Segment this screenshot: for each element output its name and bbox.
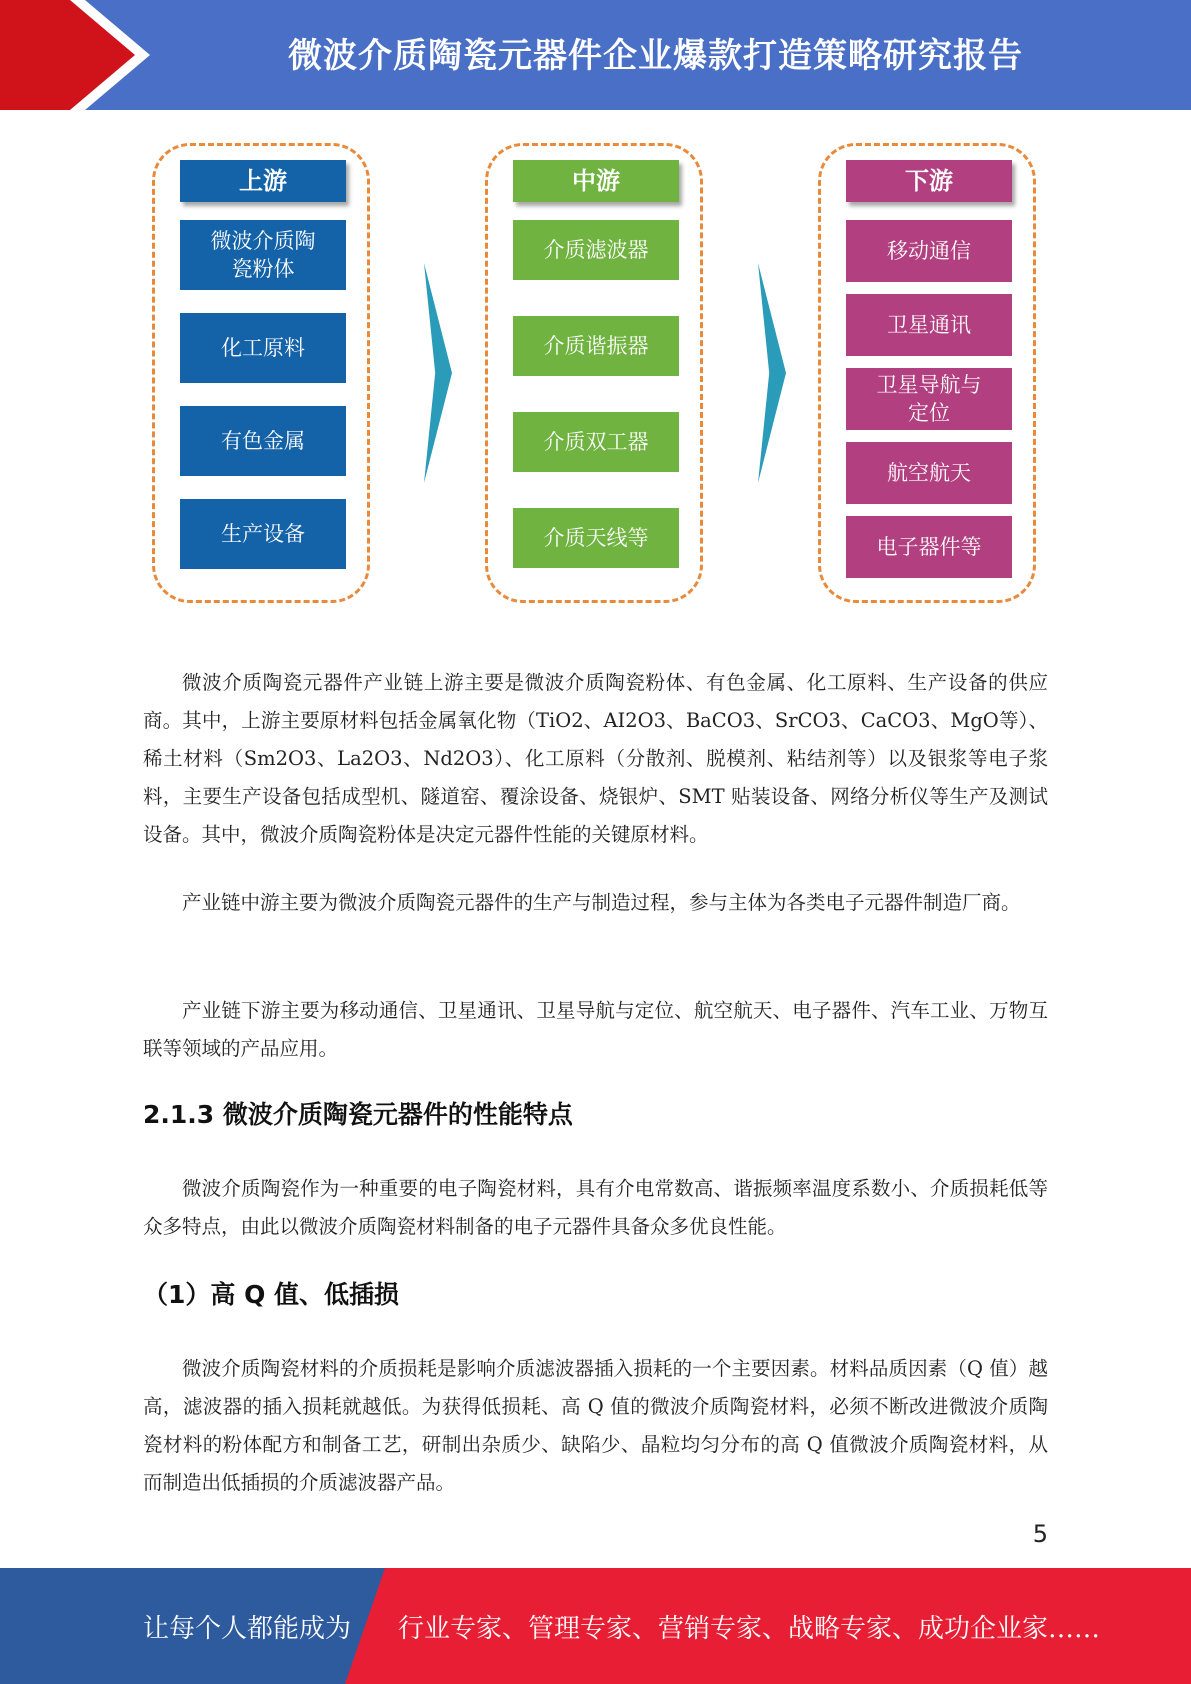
downstream-item: 移动通信	[846, 220, 1012, 282]
paragraph-upstream: 微波介质陶瓷元器件产业链上游主要是微波介质陶瓷粉体、有色金属、化工原料、生产设备的供应商。其中，上游主要原材料包括金属氧化物（TiO2、AI2O3、BaCO3、SrCO3、CaCO3、MgO等）、稀土材料（Sm2O3、La2O3、Nd2O3）、化工原料（分散剂、脱模剂、粘结剂等）以及银浆等电子浆料，主要生产设备包括成型机、隧道窑、覆涂设备、烧银炉、SMT 贴装设备、网络分析仪等生产及测试设备。其中，微波介质陶瓷粉体是决定元器件性能的关键原材料。	[143, 671, 1048, 846]
flow-arrow-icon	[424, 263, 452, 483]
report-title: 微波介质陶瓷元器件企业爆款打造策略研究报告	[288, 36, 1023, 76]
subsection-heading: （1）高 Q 值、低插损	[143, 1280, 400, 1309]
page-footer	[0, 1568, 1191, 1684]
upstream-stage	[152, 143, 370, 603]
flow-arrow-icon	[758, 263, 786, 483]
paragraph-high-q: 微波介质陶瓷材料的介质损耗是影响介质滤波器插入损耗的一个主要因素。材料品质因素（Q 值）越高，滤波器的插入损耗就越低。为获得低损耗、高 Q 值的微波介质陶瓷材料，必须不断改进微波介质陶瓷材料的粉体配方和制备工艺，研制出杂质少、缺陷少、晶粒均匀分布的高 Q 值微波介质陶瓷材料，从而制造出低插损的介质滤波器产品。	[143, 1357, 1048, 1494]
section-heading: 2.1.3 微波介质陶瓷元器件的性能特点	[143, 1100, 573, 1129]
midstream-stage	[485, 143, 703, 603]
footer-slogan-right: 行业专家、管理专家、营销专家、战略专家、成功企业家……	[398, 1614, 1101, 1644]
paragraph-downstream: 产业链下游主要为移动通信、卫星通讯、卫星导航与定位、航空航天、电子器件、汽车工业、万物互联等领域的产品应用。	[143, 999, 1048, 1060]
midstream-item: 介质谐振器	[513, 316, 679, 376]
upstream-item: 微波介质陶瓷粉体	[180, 220, 346, 290]
downstream-item: 卫星导航与定位	[846, 368, 1012, 430]
page-number: 5	[1032, 1520, 1048, 1548]
page-header	[0, 0, 1191, 110]
paragraph-characteristics: 微波介质陶瓷作为一种重要的电子陶瓷材料，具有介电常数高、谐振频率温度系数小、介质损耗低等众多特点，由此以微波介质陶瓷材料制备的电子元器件具备众多优良性能。	[143, 1177, 1048, 1238]
upstream-title: 上游	[180, 160, 346, 202]
downstream-title: 下游	[846, 160, 1012, 202]
upstream-item: 生产设备	[180, 499, 346, 569]
paragraph-midstream: 产业链中游主要为微波介质陶瓷元器件的生产与制造过程，参与主体为各类电子元器件制造厂商。	[182, 891, 1021, 914]
header-chevron-icon	[0, 0, 140, 110]
midstream-item: 介质天线等	[513, 508, 679, 568]
footer-slogan-left: 让每个人都能成为	[143, 1614, 352, 1644]
midstream-item: 介质双工器	[513, 412, 679, 472]
upstream-item: 有色金属	[180, 406, 346, 476]
upstream-item: 化工原料	[180, 313, 346, 383]
downstream-item: 航空航天	[846, 442, 1012, 504]
downstream-stage	[818, 143, 1036, 603]
midstream-item: 介质滤波器	[513, 220, 679, 280]
midstream-title: 中游	[513, 160, 679, 202]
downstream-item: 电子器件等	[846, 516, 1012, 578]
downstream-item: 卫星通讯	[846, 294, 1012, 356]
